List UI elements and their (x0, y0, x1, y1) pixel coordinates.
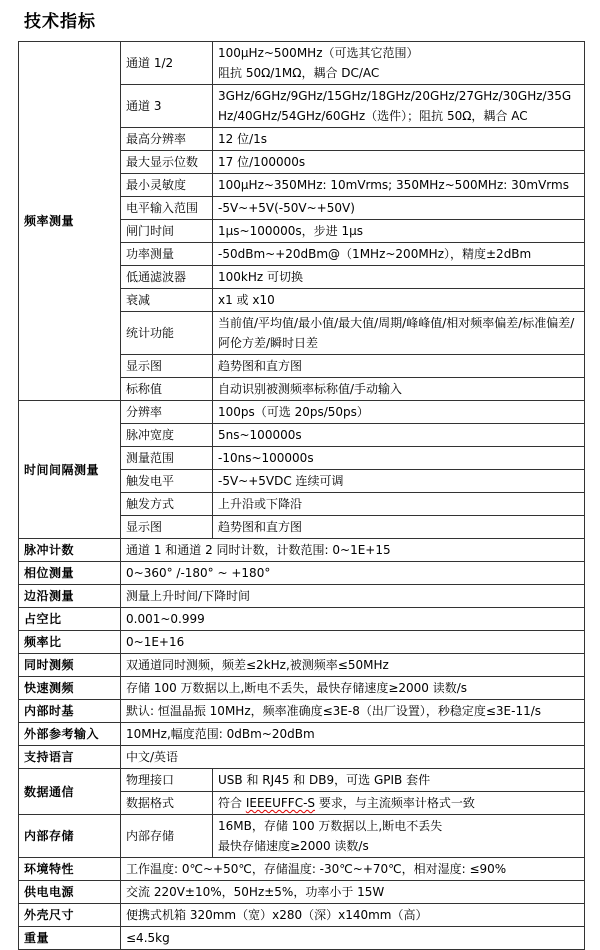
table-row (19, 815, 585, 858)
spec-value-cell: 3GHz/6GHz/9GHz/15GHz/18GHz/20GHz/27GHz/30GHz/35GHz/40GHz/54GHz/60GHz（选件）；阻抗 50Ω，耦合 AC (213, 85, 585, 128)
spec-value-cell: 趋势图和直方图 (213, 355, 585, 378)
spec-value-cell: 存储 100 万数据以上,断电不丢失，最快存储速度≥2000 读数/s (121, 677, 585, 700)
spec-table-body (19, 42, 585, 950)
spec-table (18, 41, 585, 950)
table-row (19, 562, 585, 585)
category-cell: 时间间隔测量 (19, 401, 121, 539)
category-cell: 边沿测量 (19, 585, 121, 608)
category-cell: 外部参考输入 (19, 723, 121, 746)
spec-label-cell: 触发方式 (121, 493, 213, 516)
table-row (19, 677, 585, 700)
table-row (19, 700, 585, 723)
table-row (19, 401, 585, 424)
spec-value-cell: 趋势图和直方图 (213, 516, 585, 539)
spec-label-cell: 数据格式 (121, 792, 213, 815)
spec-label-cell: 低通滤波器 (121, 266, 213, 289)
spec-label-cell: 标称值 (121, 378, 213, 401)
spec-value-cell: 上升沿或下降沿 (213, 493, 585, 516)
category-cell: 供电电源 (19, 881, 121, 904)
table-row (19, 927, 585, 950)
category-cell: 频率比 (19, 631, 121, 654)
spec-label-cell: 统计功能 (121, 312, 213, 355)
spec-value-cell: 17 位/100000s (213, 151, 585, 174)
spec-value-cell: 12 位/1s (213, 128, 585, 151)
table-row (19, 723, 585, 746)
spec-value-cell: 通道 1 和通道 2 同时计数，计数范围: 0~1E+15 (121, 539, 585, 562)
spec-label-cell: 物理接口 (121, 769, 213, 792)
spec-value-cell: 100kHz 可切换 (213, 266, 585, 289)
spec-value-cell: USB 和 RJ45 和 DB9，可选 GPIB 套件 (213, 769, 585, 792)
spec-value-cell: -5V~+5VDC 连续可调 (213, 470, 585, 493)
spec-value-cell: ≤4.5kg (121, 927, 585, 950)
category-cell: 内部时基 (19, 700, 121, 723)
spec-label-cell: 通道 1/2 (121, 42, 213, 85)
spec-value-cell: x1 或 x10 (213, 289, 585, 312)
table-row (19, 42, 585, 85)
category-cell: 支持语言 (19, 746, 121, 769)
spec-label-cell: 内部存储 (121, 815, 213, 858)
spec-value-cell: 0.001~0.999 (121, 608, 585, 631)
table-row (19, 858, 585, 881)
category-cell: 同时测频 (19, 654, 121, 677)
spec-label-cell: 最大显示位数 (121, 151, 213, 174)
spec-value-cell: 100ps（可选 20ps/50ps） (213, 401, 585, 424)
category-cell: 数据通信 (19, 769, 121, 815)
category-cell: 占空比 (19, 608, 121, 631)
spec-value-cell: 符合 IEEEUFFC-S 要求，与主流频率计格式一致 (213, 792, 585, 815)
spec-value-cell: 自动识别被测频率标称值/手动输入 (213, 378, 585, 401)
spec-value-cell: -5V~+5V(-50V~+50V) (213, 197, 585, 220)
table-row (19, 746, 585, 769)
table-row (19, 539, 585, 562)
spec-value-cell: 5ns~100000s (213, 424, 585, 447)
table-row (19, 769, 585, 792)
category-cell: 快速测频 (19, 677, 121, 700)
category-cell: 脉冲计数 (19, 539, 121, 562)
spec-label-cell: 分辨率 (121, 401, 213, 424)
spec-label-cell: 测量范围 (121, 447, 213, 470)
spec-label-cell: 闸门时间 (121, 220, 213, 243)
spec-value-cell: 交流 220V±10%，50Hz±5%，功率小于 15W (121, 881, 585, 904)
spec-value-cell: 便携式机箱 320mm（宽）x280（深）x140mm（高） (121, 904, 585, 927)
spec-value-cell: 0~1E+16 (121, 631, 585, 654)
spec-label-cell: 触发电平 (121, 470, 213, 493)
spec-value-cell: -10ns~100000s (213, 447, 585, 470)
table-row (19, 654, 585, 677)
spec-label-cell: 脉冲宽度 (121, 424, 213, 447)
spec-label-cell: 通道 3 (121, 85, 213, 128)
spec-value-cell: 当前值/平均值/最小值/最大值/周期/峰峰值/相对频率偏差/标准偏差/阿伦方差/瞬时日差 (213, 312, 585, 355)
spec-value-cell: 工作温度: 0℃~+50℃，存储温度: -30℃~+70℃，相对湿度: ≤90% (121, 858, 585, 881)
spellcheck-underlined-text: IEEEUFFC-S (245, 796, 316, 810)
category-cell: 外壳尺寸 (19, 904, 121, 927)
spec-value-cell: 100μHz~500MHz（可选其它范围） 阻抗 50Ω/1MΩ，耦合 DC/AC (213, 42, 585, 85)
spec-value-cell: -50dBm~+20dBm@（1MHz~200MHz），精度±2dBm (213, 243, 585, 266)
category-cell: 环境特性 (19, 858, 121, 881)
spec-value-cell: 10MHz,幅度范围: 0dBm~20dBm (121, 723, 585, 746)
spec-label-cell: 功率测量 (121, 243, 213, 266)
table-row (19, 881, 585, 904)
spec-value-cell: 中文/英语 (121, 746, 585, 769)
category-cell: 内部存储 (19, 815, 121, 858)
spec-value-cell: 默认: 恒温晶振 10MHz，频率准确度≤3E-8（出厂设置），秒稳定度≤3E-11/s (121, 700, 585, 723)
table-row (19, 631, 585, 654)
spec-value-cell: 1μs~100000s，步进 1μs (213, 220, 585, 243)
spec-value-cell: 16MB，存储 100 万数据以上,断电不丢失 最快存储速度≥2000 读数/s (213, 815, 585, 858)
spec-label-cell: 最高分辨率 (121, 128, 213, 151)
spec-label-cell: 显示图 (121, 516, 213, 539)
spec-label-cell: 显示图 (121, 355, 213, 378)
spec-label-cell: 最小灵敏度 (121, 174, 213, 197)
table-row (19, 608, 585, 631)
spec-label-cell: 衰减 (121, 289, 213, 312)
category-cell: 重量 (19, 927, 121, 950)
spec-value-cell: 0~360° /-180° ~ +180° (121, 562, 585, 585)
spec-value-cell: 测量上升时间/下降时间 (121, 585, 585, 608)
table-row (19, 904, 585, 927)
spec-value-cell: 双通道同时测频，频差≤2kHz,被测频率≤50MHz (121, 654, 585, 677)
spec-label-cell: 电平输入范围 (121, 197, 213, 220)
page-title: 技术指标 (24, 12, 96, 32)
table-row (19, 585, 585, 608)
category-cell: 相位测量 (19, 562, 121, 585)
category-cell: 频率测量 (19, 42, 121, 401)
spec-value-cell: 100μHz~350MHz: 10mVrms; 350MHz~500MHz: 30mVrms (213, 174, 585, 197)
